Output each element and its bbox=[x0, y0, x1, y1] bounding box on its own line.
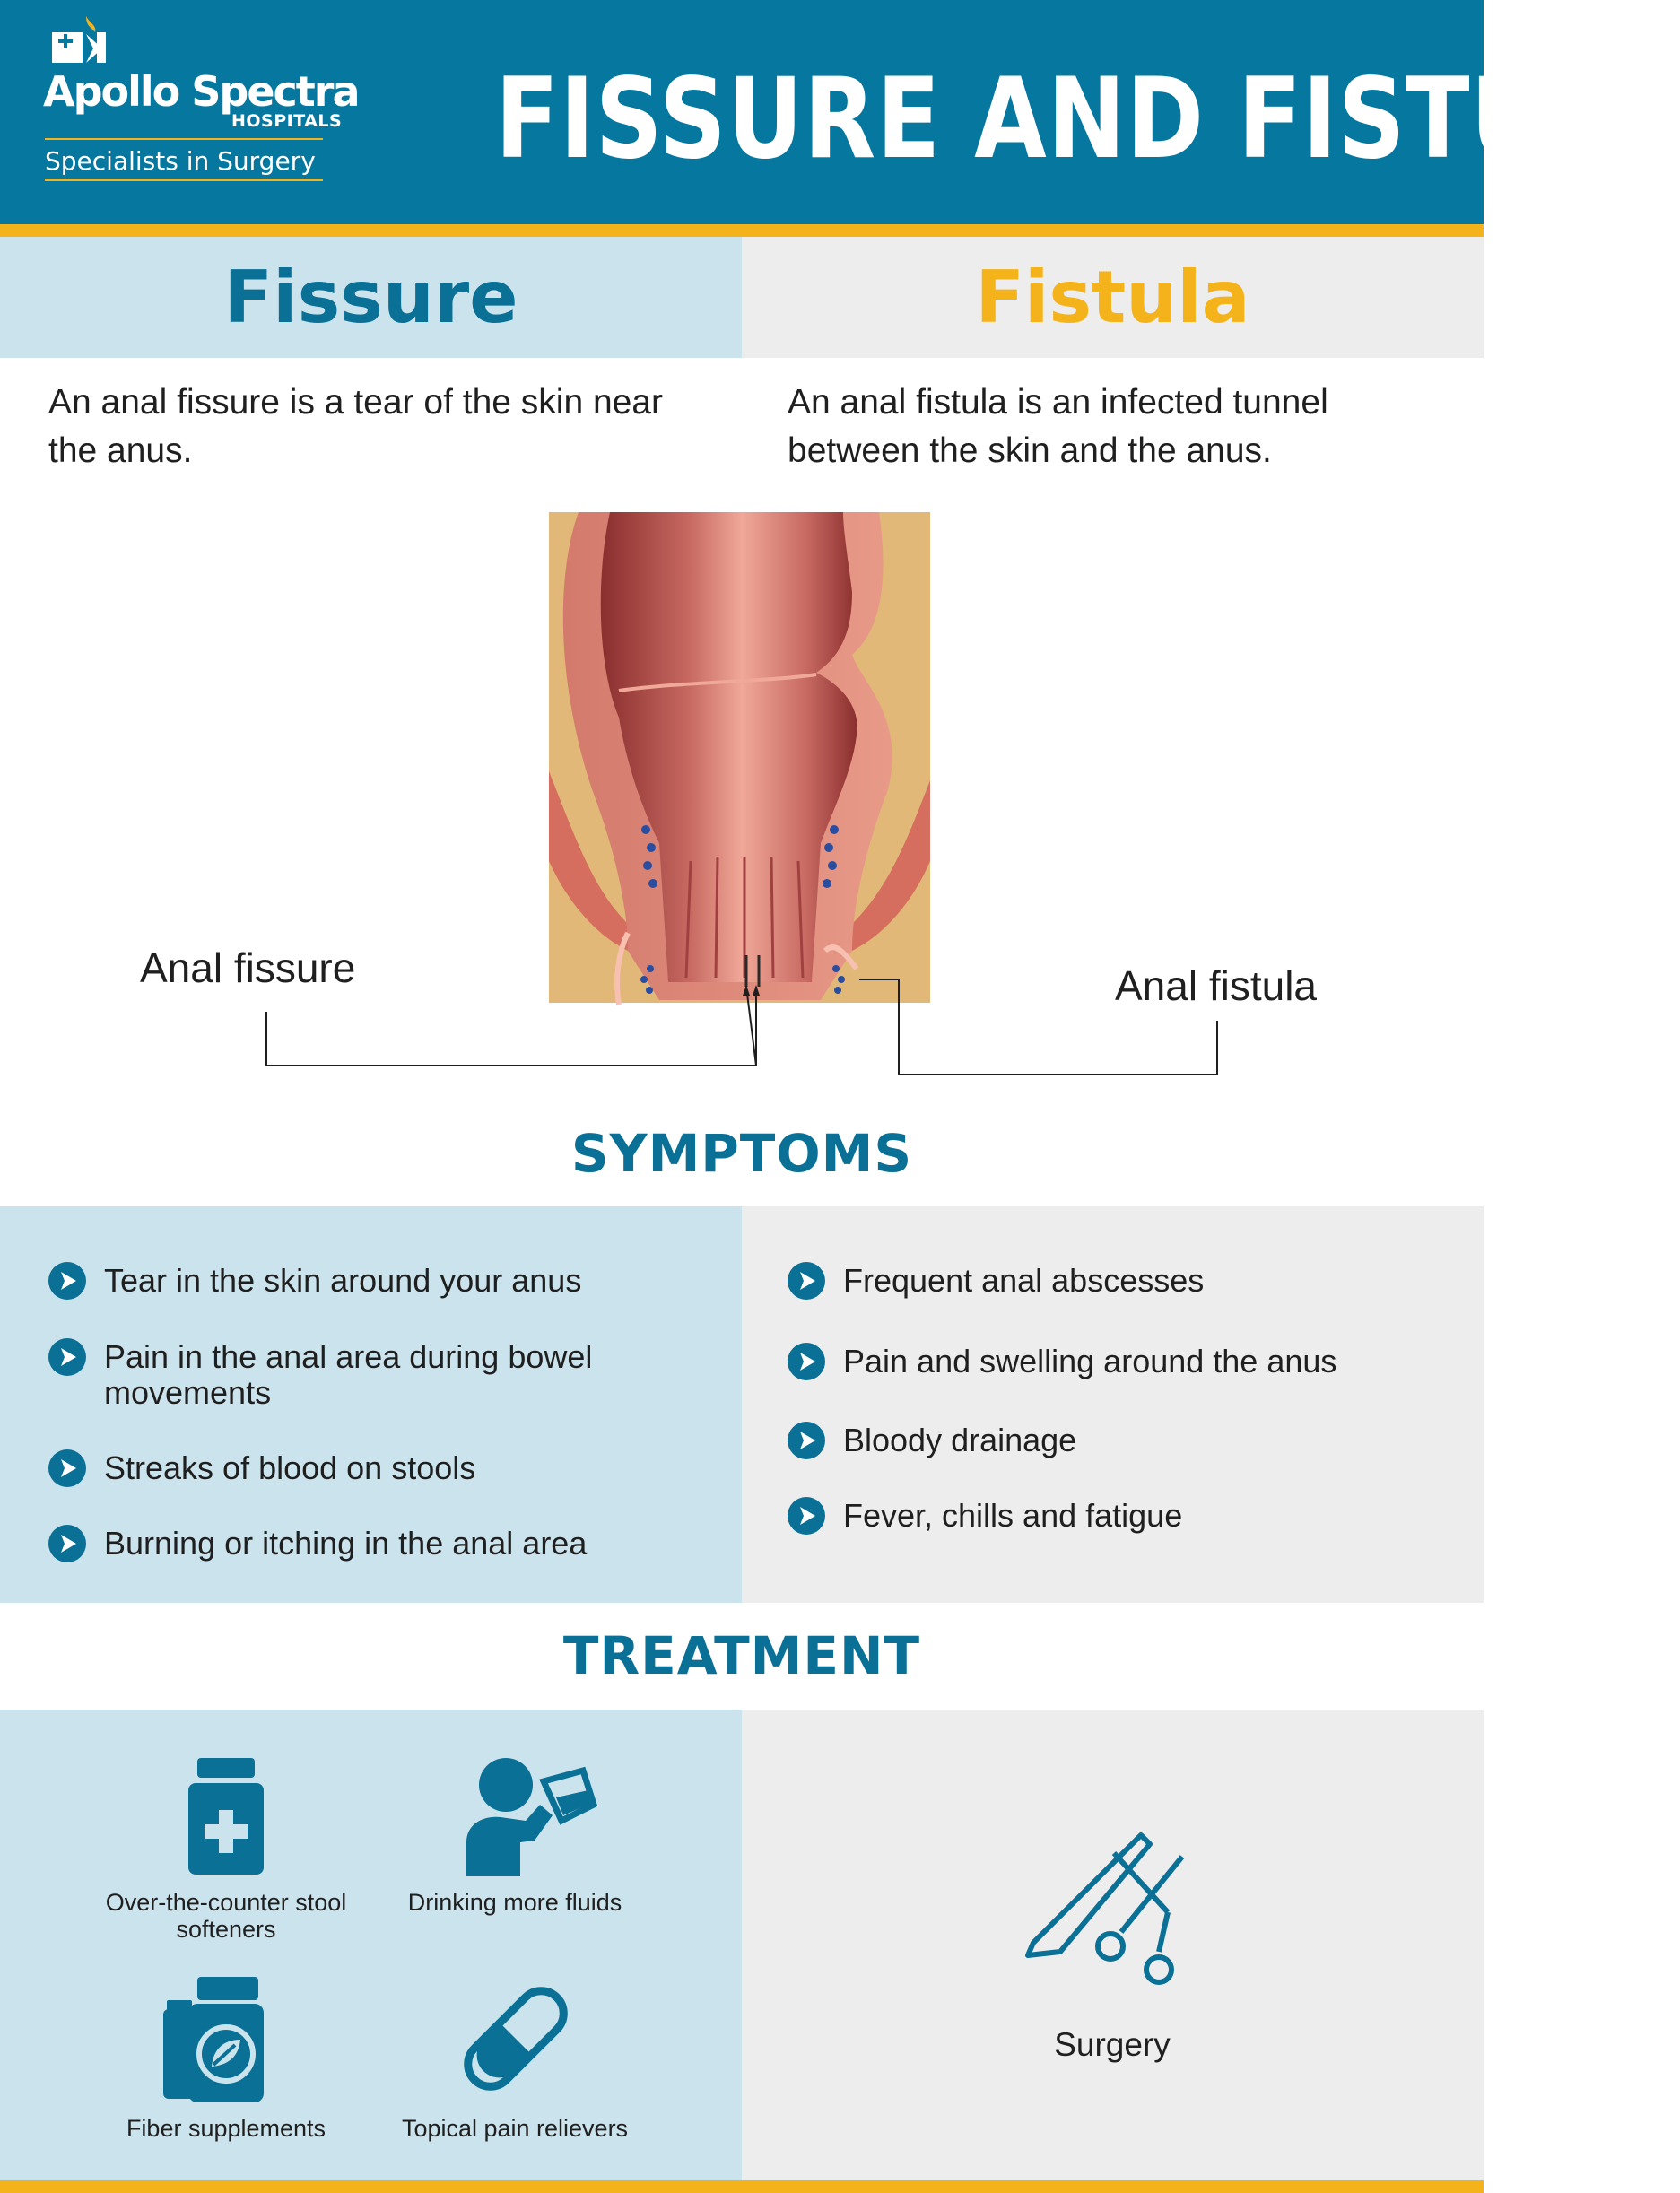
symptom-item bbox=[788, 1498, 1182, 1535]
logo-divider bbox=[45, 138, 323, 140]
arrow-bullet-icon bbox=[788, 1422, 825, 1459]
symptom-item bbox=[48, 1263, 581, 1300]
person-drinking-icon bbox=[463, 1756, 596, 1876]
symptom-text: Streaks of blood on stools bbox=[104, 1449, 476, 1486]
scalpel-scissors-icon bbox=[1024, 1826, 1200, 2002]
logo-subtitle: HOSPITALS bbox=[231, 111, 343, 131]
logo-name: Apollo Spectra bbox=[43, 67, 359, 116]
symptom-text: Burning or itching in the anal area bbox=[104, 1525, 588, 1562]
anal-fissure-label: Anal fissure bbox=[140, 944, 356, 991]
supplement-bottle-icon bbox=[163, 1977, 264, 2102]
fissure-treatment-panel bbox=[0, 1710, 742, 2180]
anal-fistula-label: Anal fistula bbox=[1115, 962, 1318, 1009]
arrow-bullet-icon bbox=[48, 1525, 86, 1562]
capsule-icon bbox=[461, 1984, 570, 2093]
treatment-label: Topical pain relievers bbox=[401, 2115, 629, 2142]
logo-divider bbox=[45, 179, 323, 181]
symptom-item bbox=[48, 1450, 475, 1487]
fissure-heading-panel bbox=[0, 237, 742, 358]
fistula-heading: Fistula bbox=[975, 256, 1250, 339]
fistula-heading-panel bbox=[742, 237, 1484, 358]
logo-mark-icon bbox=[50, 13, 131, 75]
symptom-text: Bloody drainage bbox=[843, 1422, 1077, 1458]
fissure-description: An anal fissure is a tear of the skin near the anus. bbox=[48, 383, 664, 470]
arrow-bullet-icon bbox=[788, 1343, 825, 1380]
page-title: FISSURE AND FISTULA bbox=[495, 55, 1680, 184]
arrow-bullet-icon bbox=[48, 1449, 86, 1487]
header-stripe bbox=[0, 224, 1484, 237]
symptom-item bbox=[48, 1526, 587, 1562]
symptom-text: Frequent anal abscesses bbox=[843, 1262, 1205, 1299]
arrow-bullet-icon bbox=[788, 1262, 825, 1300]
arrow-bullet-icon bbox=[48, 1262, 86, 1300]
symptom-item bbox=[788, 1423, 1076, 1459]
fissure-heading: Fissure bbox=[223, 256, 518, 339]
arrow-bullet-icon bbox=[48, 1338, 86, 1376]
symptom-text: Pain and swelling around the anus bbox=[843, 1343, 1337, 1379]
symptom-text: Pain in the anal area during bowel movements bbox=[104, 1338, 593, 1411]
symptom-item bbox=[788, 1344, 1336, 1380]
symptom-item bbox=[788, 1263, 1204, 1300]
fistula-symptoms-panel bbox=[742, 1206, 1484, 1603]
treatment-label: Over-the-counter stool softeners bbox=[105, 1889, 347, 1943]
fissure-symptoms-panel bbox=[0, 1206, 742, 1603]
logo-tagline: Specialists in Surgery bbox=[45, 146, 316, 176]
fistula-treatment-panel bbox=[742, 1710, 1484, 2180]
symptoms-title: SYMPTOMS bbox=[570, 1123, 913, 1184]
treatment-title: TREATMENT bbox=[562, 1625, 921, 1686]
treatment-label: Surgery bbox=[1054, 2026, 1171, 2063]
fistula-description: An anal fistula is an infected tunnel between the skin and the anus. bbox=[788, 383, 1328, 470]
arrow-bullet-icon bbox=[788, 1497, 825, 1535]
apollo-spectra-logo bbox=[43, 13, 359, 183]
symptom-item bbox=[48, 1339, 678, 1411]
symptom-text: Fever, chills and fatigue bbox=[843, 1497, 1183, 1534]
footer-stripe bbox=[0, 2180, 1484, 2193]
treatment-label: Fiber supplements bbox=[126, 2115, 326, 2142]
medicine-bottle-icon bbox=[188, 1758, 264, 1875]
treatment-label: Drinking more fluids bbox=[407, 1889, 622, 1916]
symptom-text: Tear in the skin around your anus bbox=[104, 1262, 582, 1299]
